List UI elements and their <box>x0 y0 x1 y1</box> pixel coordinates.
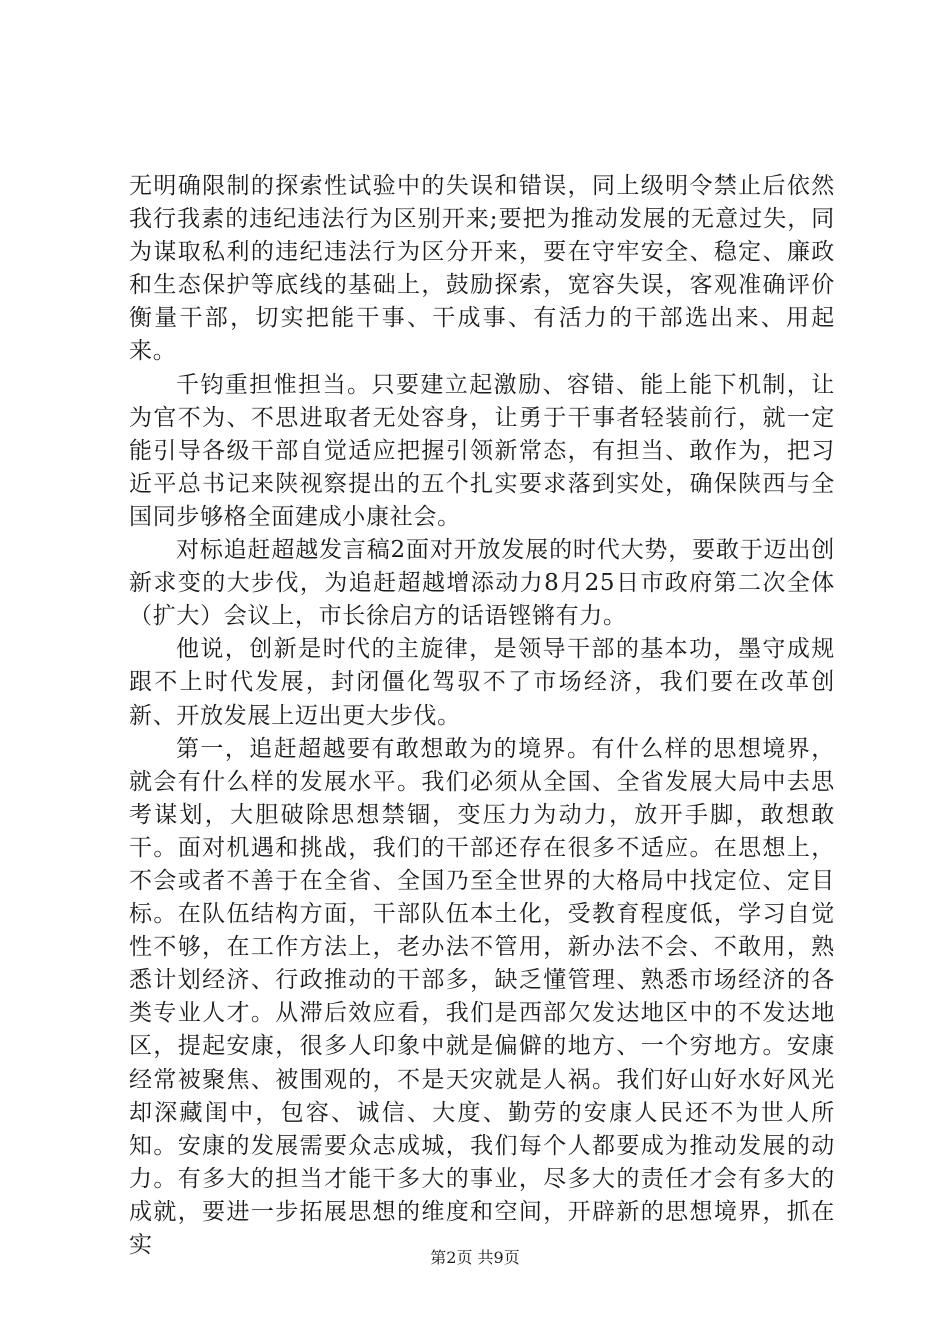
paragraph-2: 千钧重担惟担当。只要建立起激励、容错、能上能下机制，让为官不为、不思进取者无处容身，让勇于干事者轻装前行，就一定能引导各级干部自觉适应把握引领新常态，有担当、敢作为，把习近平总书记来陕视察提出的五个扎实要求落到实处，确保陕西与全国同步够格全面建成小康社会。 <box>129 371 835 530</box>
paragraph-3: 对标追赶超越发言稿2面对开放发展的时代大势，要敢于迈出创新求变的大步伐，为追赶超越增添动力8月25日市政府第二次全体（扩大）会议上，市长徐启方的话语铿锵有力。 <box>129 537 835 630</box>
paragraph-1: 无明确限制的探索性试验中的失误和错误，同上级明令禁止后依然我行我素的违纪违法行为区别开来;要把为推动发展的无意过失，同为谋取私利的违纪违法行为区分开来，要在守牢安全、稳定、廉政和生态保护等底线的基础上，鼓励探索，宽容失误，客观准确评价衡量干部，切实把能干事、干成事、有活力的干部选出来、用起来。 <box>129 173 835 365</box>
paragraph-5: 第一，追赶超越要有敢想敢为的境界。有什么样的思想境界，就会有什么样的发展水平。我们必须从全国、全省发展大局中去思考谋划，大胆破除思想禁锢，变压力为动力，放开手脚，敢想敢干。面对机遇和挑战，我们的干部还存在很多不适应。在思想上，不会或者不善于在全省、全国乃至全世界的大格局中找定位、定目标。在队伍结构方面，干部队伍本土化，受教育程度低，学习自觉性不够，在工作方法上，老办法不管用，新办法不会、不敢用，熟悉计划经济、行政推动的干部多，缺乏懂管理、熟悉市场经济的各类专业人才。从滞后效应看，我们是西部欠发达地区中的不发达地区，提起安康，很多人印象中就是偏僻的地方、一个穷地方。安康经常被聚焦、被围观的，不是天灾就是人祸。我们好山好水好风光却深藏闺中，包容、诚信、大度、勤劳的安康人民还不为世人所知。安康的发展需要众志成城，我们每个人都要成为推动发展的动力。有多大的担当才能干多大的事业，尽多大的责任才会有多大的成就，要进一步拓展思想的维度和空间，开辟新的思想境界，抓在实 <box>129 735 835 1258</box>
page-number-footer: 第2页 共9页 <box>430 1248 520 1267</box>
document-body <box>129 170 835 1262</box>
paragraph-4: 他说，创新是时代的主旋律，是领导干部的基本功，墨守成规跟不上时代发展，封闭僵化驾驭不了市场经济，我们要在改革创新、开放发展上迈出更大步伐。 <box>129 636 835 729</box>
